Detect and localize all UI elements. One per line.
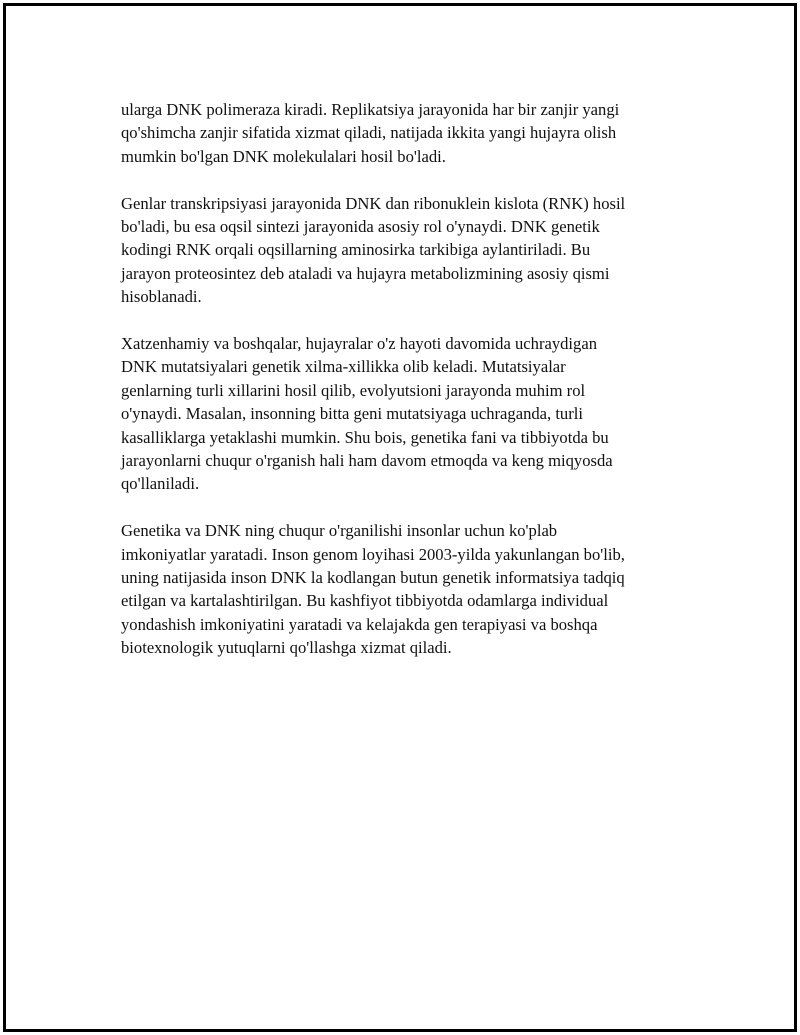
- paragraph-dna-mutations: Xatzenhamiy va boshqalar, hujayralar o'z hayoti davomida uchraydigan DNK mutatsiyalari genetik xilma-xillikka olib keladi. Mutatsiyalar genlarning turli xillarini hosil qilib, evolyutsioni jarayonda muhim rol o'ynaydi. Masalan, insonning bitta geni mutatsiyaga uchraganda, turli kasalliklarga yetaklashi mumkin. Shu bois, genetika fani va tibbiyotda bu jarayonlarni chuqur o'rganish hali ham davom etmoqda va keng miqyosda qo'llaniladi.: [121, 334, 613, 494]
- document-page: [3, 3, 797, 1032]
- document-body: [121, 98, 701, 683]
- paragraph-genome-project: Genetika va DNK ning chuqur o'rganilishi insonlar uchun ko'plab imkoniyatlar yaratadi. Inson genom loyihasi 2003-yilda yakunlangan bo'lib, uning natijasida inson DNK la kodlangan butun genetik informatsiya tadqiq etilgan va kartalashtirilgan. Bu kashfiyot tibbiyotda odamlarga individual yondashish imkoniyatini yaratadi va kelajakda gen terapiyasi va boshqa biotexnologik yutuqlarni qo'llashga xizmat qiladi.: [121, 521, 625, 658]
- paragraph-gene-transcription: Genlar transkripsiyasi jarayonida DNK dan ribonuklein kislota (RNK) hosil bo'ladi, bu esa oqsil sintezi jarayonida asosiy rol o'ynaydi. DNK genetik kodingi RNK orqali oqsillarning aminosirka tarkibiga aylantiriladi. Bu jarayon proteosintez deb ataladi va hujayra metabolizmining asosiy qismi hisoblanadi.: [121, 193, 626, 307]
- paragraph-dna-replication: ularga DNK polimeraza kiradi. Replikatsiya jarayonida har bir zanjir yangi qo'shimcha zanjir sifatida xizmat qiladi, natijada ikkita yangi hujayra olish mumkin bo'lgan DNK molekulalari hosil bo'ladi.: [121, 100, 620, 166]
